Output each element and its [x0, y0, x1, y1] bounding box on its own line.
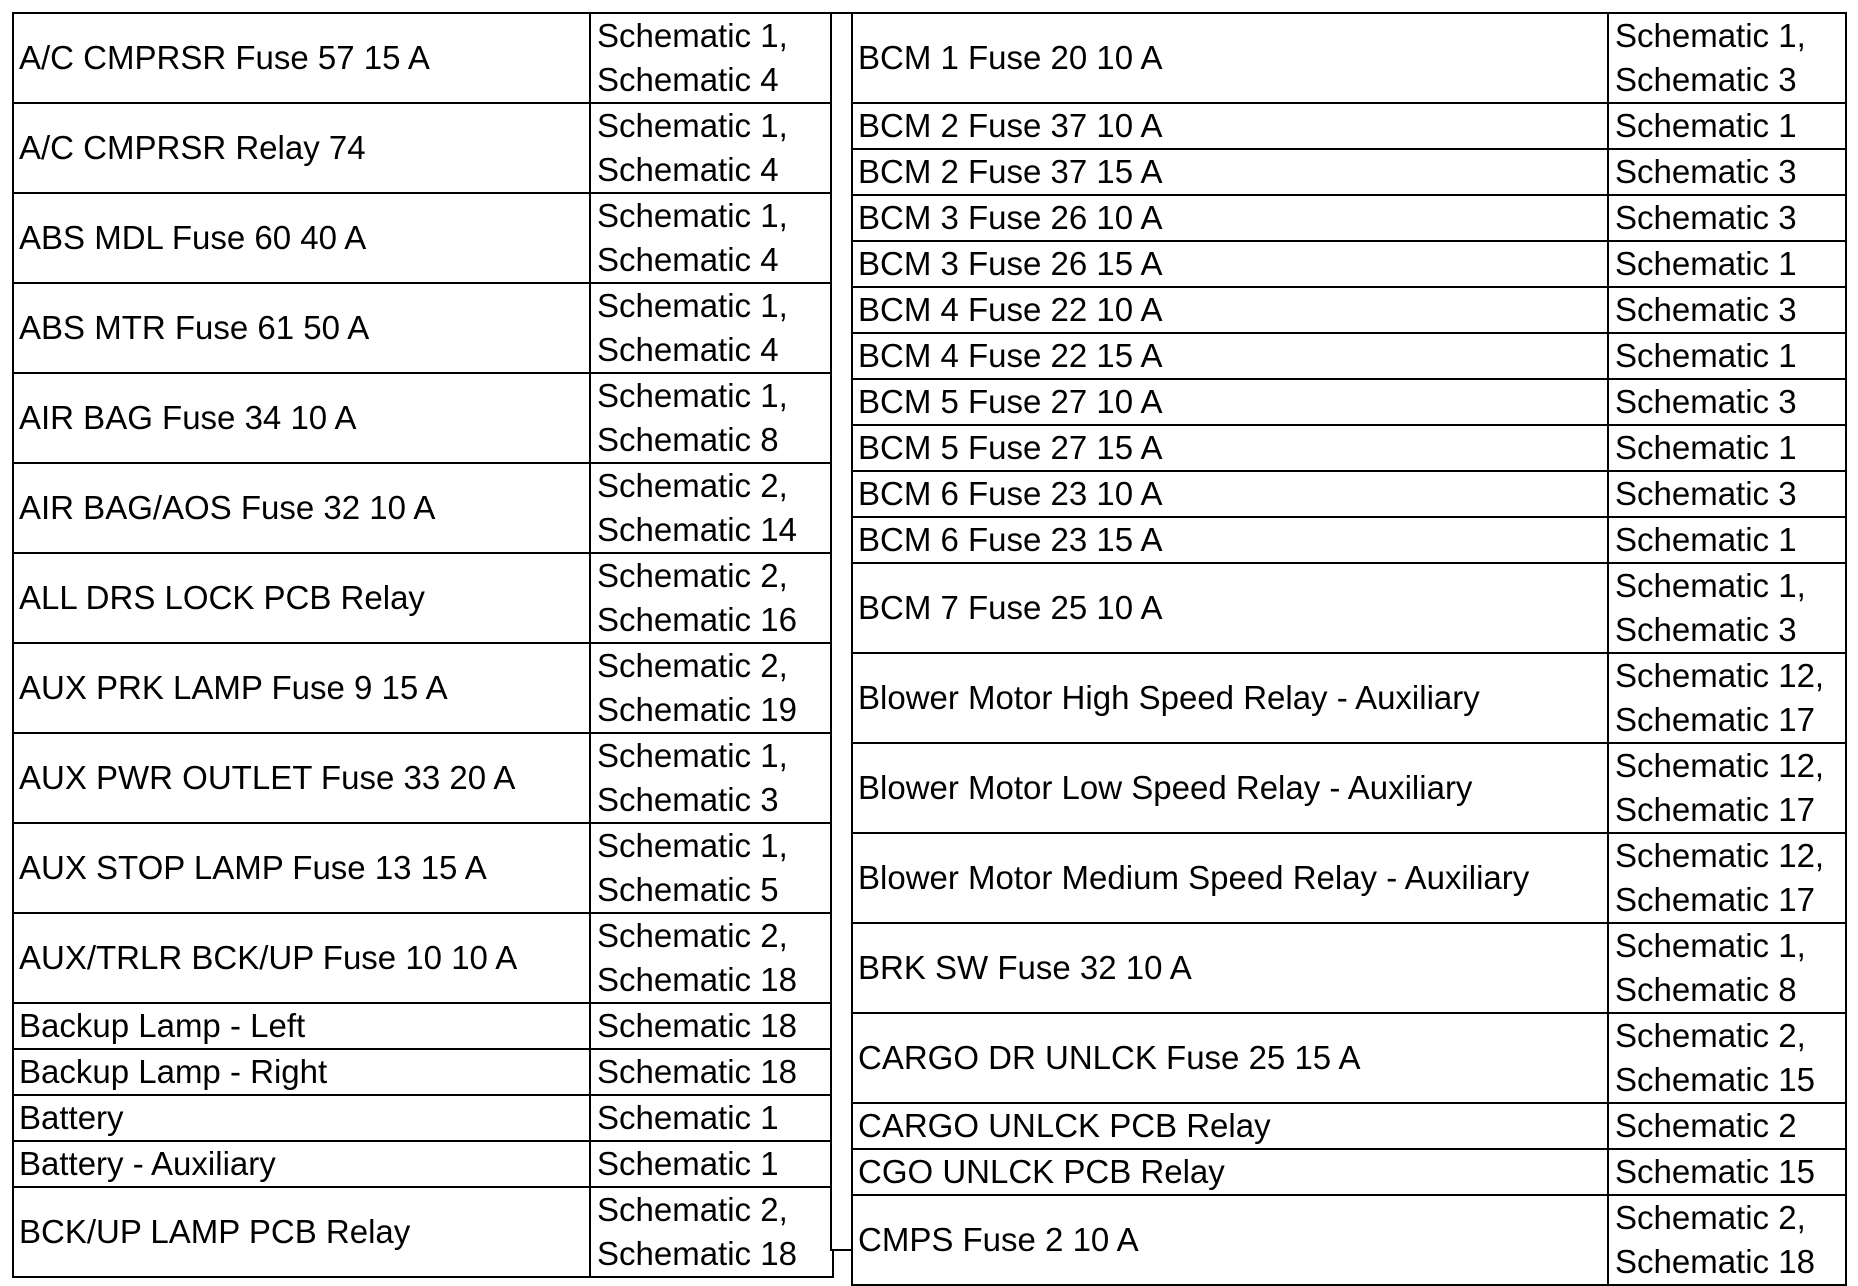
table-row — [13, 553, 833, 643]
component-name-cell — [852, 103, 1608, 149]
table-row — [852, 13, 1846, 103]
component-name: ABS MDL Fuse 60 40 A — [19, 219, 367, 256]
component-name: AIR BAG/AOS Fuse 32 10 A — [19, 489, 436, 526]
component-name-cell — [852, 471, 1608, 517]
table-row — [13, 103, 833, 193]
schematic-ref: Schematic 1 — [1615, 107, 1797, 144]
table-row — [13, 1187, 833, 1277]
component-name-cell — [13, 463, 590, 553]
component-name-cell — [852, 333, 1608, 379]
schematic-ref: Schematic 3 — [1615, 61, 1797, 98]
table-row — [852, 241, 1846, 287]
component-name-cell — [852, 1013, 1608, 1103]
schematic-ref: Schematic 2, — [1615, 1199, 1806, 1236]
schematic-ref-cell — [590, 643, 833, 733]
table-row — [852, 563, 1846, 653]
schematic-ref: Schematic 4 — [597, 331, 779, 368]
component-name-cell — [13, 13, 590, 103]
schematic-ref: Schematic 1 — [1615, 429, 1797, 466]
table-row — [852, 149, 1846, 195]
schematic-ref: Schematic 4 — [597, 151, 779, 188]
schematic-ref: Schematic 12, — [1615, 837, 1825, 874]
schematic-ref-cell — [1608, 287, 1846, 333]
component-name: BCM 2 Fuse 37 10 A — [858, 107, 1163, 144]
schematic-ref-cell — [1608, 333, 1846, 379]
component-name-cell — [13, 1049, 590, 1095]
component-name-cell — [852, 13, 1608, 103]
schematic-ref: Schematic 1, — [1615, 927, 1806, 964]
component-name-cell — [852, 563, 1608, 653]
schematic-ref-cell — [590, 13, 833, 103]
schematic-ref: Schematic 2, — [597, 557, 788, 594]
schematic-ref-cell — [590, 373, 833, 463]
table-row — [852, 743, 1846, 833]
component-name-cell — [852, 241, 1608, 287]
table-row — [852, 471, 1846, 517]
table-row — [13, 823, 833, 913]
component-name: Backup Lamp - Left — [19, 1007, 306, 1044]
table-row — [852, 833, 1846, 923]
component-name-cell — [852, 379, 1608, 425]
schematic-ref: Schematic 12, — [1615, 657, 1825, 694]
component-name: AUX PWR OUTLET Fuse 33 20 A — [19, 759, 516, 796]
component-name: BCM 2 Fuse 37 15 A — [858, 153, 1163, 190]
component-name-cell — [13, 1187, 590, 1277]
table-row — [852, 425, 1846, 471]
schematic-ref-cell — [1608, 833, 1846, 923]
table-row — [13, 913, 833, 1003]
component-name: CMPS Fuse 2 10 A — [858, 1221, 1139, 1258]
schematic-ref-cell — [1608, 1013, 1846, 1103]
schematic-ref-cell — [590, 1141, 833, 1187]
schematic-ref: Schematic 3 — [1615, 153, 1797, 190]
schematic-ref: Schematic 1, — [1615, 567, 1806, 604]
schematic-ref: Schematic 2, — [597, 917, 788, 954]
component-name: BCM 7 Fuse 25 10 A — [858, 589, 1163, 626]
schematic-ref: Schematic 3 — [1615, 383, 1797, 420]
table-row — [13, 733, 833, 823]
table-row — [852, 923, 1846, 1013]
schematic-ref-cell — [1608, 1149, 1846, 1195]
schematic-ref: Schematic 1, — [597, 827, 788, 864]
component-name: Backup Lamp - Right — [19, 1053, 328, 1090]
component-name-cell — [852, 149, 1608, 195]
component-name: CARGO UNLCK PCB Relay — [858, 1107, 1271, 1144]
component-name: AIR BAG Fuse 34 10 A — [19, 399, 357, 436]
schematic-ref-cell — [590, 1095, 833, 1141]
schematic-ref-cell — [590, 193, 833, 283]
schematic-ref-cell — [1608, 1195, 1846, 1285]
schematic-ref: Schematic 1, — [597, 107, 788, 144]
component-name: AUX/TRLR BCK/UP Fuse 10 10 A — [19, 939, 518, 976]
schematic-ref: Schematic 3 — [1615, 291, 1797, 328]
schematic-ref: Schematic 12, — [1615, 747, 1825, 784]
table-row — [852, 195, 1846, 241]
component-name: ABS MTR Fuse 61 50 A — [19, 309, 370, 346]
component-name: Battery — [19, 1099, 124, 1136]
component-name: BCK/UP LAMP PCB Relay — [19, 1213, 411, 1250]
component-name: Blower Motor Low Speed Relay - Auxiliary — [858, 769, 1473, 806]
component-name-cell — [852, 1149, 1608, 1195]
component-name-cell — [852, 1103, 1608, 1149]
schematic-ref-cell — [1608, 149, 1846, 195]
component-name: Blower Motor High Speed Relay - Auxiliary — [858, 679, 1480, 716]
component-name: CARGO DR UNLCK Fuse 25 15 A — [858, 1039, 1361, 1076]
table-row — [13, 1141, 833, 1187]
schematic-ref: Schematic 18 — [1615, 1243, 1815, 1280]
schematic-ref: Schematic 1, — [597, 287, 788, 324]
table-row — [852, 103, 1846, 149]
schematic-ref: Schematic 15 — [1615, 1061, 1815, 1098]
component-name-cell — [13, 1141, 590, 1187]
component-name: BRK SW Fuse 32 10 A — [858, 949, 1192, 986]
schematic-ref-cell — [1608, 241, 1846, 287]
schematic-ref: Schematic 17 — [1615, 791, 1815, 828]
component-name: CGO UNLCK PCB Relay — [858, 1153, 1225, 1190]
component-name-cell — [852, 1195, 1608, 1285]
component-name-cell — [13, 1003, 590, 1049]
component-name-cell — [13, 553, 590, 643]
schematic-ref-cell — [1608, 517, 1846, 563]
schematic-ref-cell — [590, 913, 833, 1003]
schematic-ref: Schematic 18 — [597, 1007, 797, 1044]
schematic-ref-cell — [1608, 923, 1846, 1013]
component-name-cell — [13, 1095, 590, 1141]
table-row — [852, 1195, 1846, 1285]
component-name-cell — [852, 195, 1608, 241]
component-name: BCM 5 Fuse 27 10 A — [858, 383, 1163, 420]
schematic-ref-cell — [590, 103, 833, 193]
schematic-ref: Schematic 17 — [1615, 881, 1815, 918]
table-row — [13, 193, 833, 283]
table-row — [852, 333, 1846, 379]
schematic-ref: Schematic 2, — [597, 1191, 788, 1228]
schematic-ref-cell — [590, 733, 833, 823]
table-row — [852, 287, 1846, 333]
component-name: BCM 6 Fuse 23 10 A — [858, 475, 1163, 512]
schematic-ref: Schematic 14 — [597, 511, 797, 548]
table-row — [852, 517, 1846, 563]
component-name-cell — [852, 833, 1608, 923]
schematic-ref-cell — [590, 553, 833, 643]
schematic-ref: Schematic 1 — [1615, 245, 1797, 282]
schematic-ref-cell — [590, 463, 833, 553]
component-name: Battery - Auxiliary — [19, 1145, 276, 1182]
schematic-ref: Schematic 1 — [1615, 521, 1797, 558]
schematic-ref: Schematic 16 — [597, 601, 797, 638]
schematic-ref: Schematic 4 — [597, 61, 779, 98]
schematic-ref: Schematic 3 — [1615, 475, 1797, 512]
schematic-ref: Schematic 1, — [597, 377, 788, 414]
schematic-ref-cell — [590, 1003, 833, 1049]
table-row — [13, 1095, 833, 1141]
schematic-ref-cell — [1608, 563, 1846, 653]
component-name: BCM 3 Fuse 26 15 A — [858, 245, 1163, 282]
schematic-ref: Schematic 1 — [597, 1145, 779, 1182]
schematic-ref: Schematic 18 — [597, 1053, 797, 1090]
component-name: BCM 5 Fuse 27 15 A — [858, 429, 1163, 466]
schematic-ref-cell — [1608, 653, 1846, 743]
schematic-ref-cell — [590, 823, 833, 913]
schematic-ref: Schematic 15 — [1615, 1153, 1815, 1190]
schematic-ref: Schematic 1, — [597, 737, 788, 774]
schematic-ref: Schematic 17 — [1615, 701, 1815, 738]
schematic-ref: Schematic 2, — [597, 647, 788, 684]
schematic-ref: Schematic 1, — [597, 17, 788, 54]
table-row — [13, 643, 833, 733]
schematic-ref: Schematic 4 — [597, 241, 779, 278]
table-row — [852, 1103, 1846, 1149]
component-name: AUX STOP LAMP Fuse 13 15 A — [19, 849, 487, 886]
schematic-ref-cell — [590, 283, 833, 373]
schematic-ref: Schematic 5 — [597, 871, 779, 908]
schematic-ref: Schematic 1, — [597, 197, 788, 234]
schematic-ref: Schematic 2, — [1615, 1017, 1806, 1054]
component-name-cell — [852, 425, 1608, 471]
component-name-cell — [852, 923, 1608, 1013]
schematic-ref-cell — [1608, 195, 1846, 241]
schematic-ref: Schematic 1 — [1615, 337, 1797, 374]
component-name: BCM 3 Fuse 26 10 A — [858, 199, 1163, 236]
schematic-ref-cell — [1608, 379, 1846, 425]
right-component-table — [851, 12, 1847, 1286]
table-row — [852, 653, 1846, 743]
schematic-ref-cell — [1608, 1103, 1846, 1149]
schematic-ref-cell — [1608, 425, 1846, 471]
schematic-ref-cell — [590, 1049, 833, 1095]
schematic-ref: Schematic 19 — [597, 691, 797, 728]
schematic-ref: Schematic 1 — [597, 1099, 779, 1136]
schematic-ref: Schematic 18 — [597, 961, 797, 998]
component-name: BCM 4 Fuse 22 10 A — [858, 291, 1163, 328]
schematic-ref-cell — [1608, 743, 1846, 833]
component-name: Blower Motor Medium Speed Relay - Auxiliary — [858, 859, 1530, 896]
component-name-cell — [852, 517, 1608, 563]
schematic-ref-cell — [1608, 13, 1846, 103]
table-row — [13, 463, 833, 553]
component-name-cell — [13, 373, 590, 463]
component-name-cell — [13, 103, 590, 193]
schematic-ref-cell — [590, 1187, 833, 1277]
table-row — [13, 1049, 833, 1095]
table-row — [852, 379, 1846, 425]
component-name-cell — [13, 733, 590, 823]
component-name: BCM 4 Fuse 22 15 A — [858, 337, 1163, 374]
component-name-cell — [13, 643, 590, 733]
schematic-ref-cell — [1608, 471, 1846, 517]
component-name: ALL DRS LOCK PCB Relay — [19, 579, 425, 616]
component-name: A/C CMPRSR Relay 74 — [19, 129, 366, 166]
component-name-cell — [852, 653, 1608, 743]
component-name: AUX PRK LAMP Fuse 9 15 A — [19, 669, 448, 706]
schematic-ref: Schematic 18 — [597, 1235, 797, 1272]
table-row — [13, 283, 833, 373]
table-row — [13, 373, 833, 463]
schematic-ref: Schematic 2, — [597, 467, 788, 504]
component-name: BCM 1 Fuse 20 10 A — [858, 39, 1163, 76]
component-name-cell — [852, 287, 1608, 333]
component-name-cell — [852, 743, 1608, 833]
left-table-body — [13, 13, 833, 1277]
component-name: A/C CMPRSR Fuse 57 15 A — [19, 39, 430, 76]
component-name-cell — [13, 823, 590, 913]
table-row — [13, 1003, 833, 1049]
left-component-table — [12, 12, 834, 1278]
right-table-body — [852, 13, 1846, 1285]
table-row — [852, 1149, 1846, 1195]
component-name-cell — [13, 283, 590, 373]
table-row — [13, 13, 833, 103]
schematic-ref: Schematic 1, — [1615, 17, 1806, 54]
schematic-ref-cell — [1608, 103, 1846, 149]
column-separator — [830, 12, 853, 1251]
schematic-ref: Schematic 3 — [1615, 611, 1797, 648]
schematic-ref: Schematic 3 — [597, 781, 779, 818]
table-row — [852, 1013, 1846, 1103]
schematic-ref: Schematic 8 — [597, 421, 779, 458]
component-name-cell — [13, 193, 590, 283]
schematic-ref: Schematic 8 — [1615, 971, 1797, 1008]
schematic-ref: Schematic 3 — [1615, 199, 1797, 236]
component-name-cell — [13, 913, 590, 1003]
schematic-ref: Schematic 2 — [1615, 1107, 1797, 1144]
component-name: BCM 6 Fuse 23 15 A — [858, 521, 1163, 558]
